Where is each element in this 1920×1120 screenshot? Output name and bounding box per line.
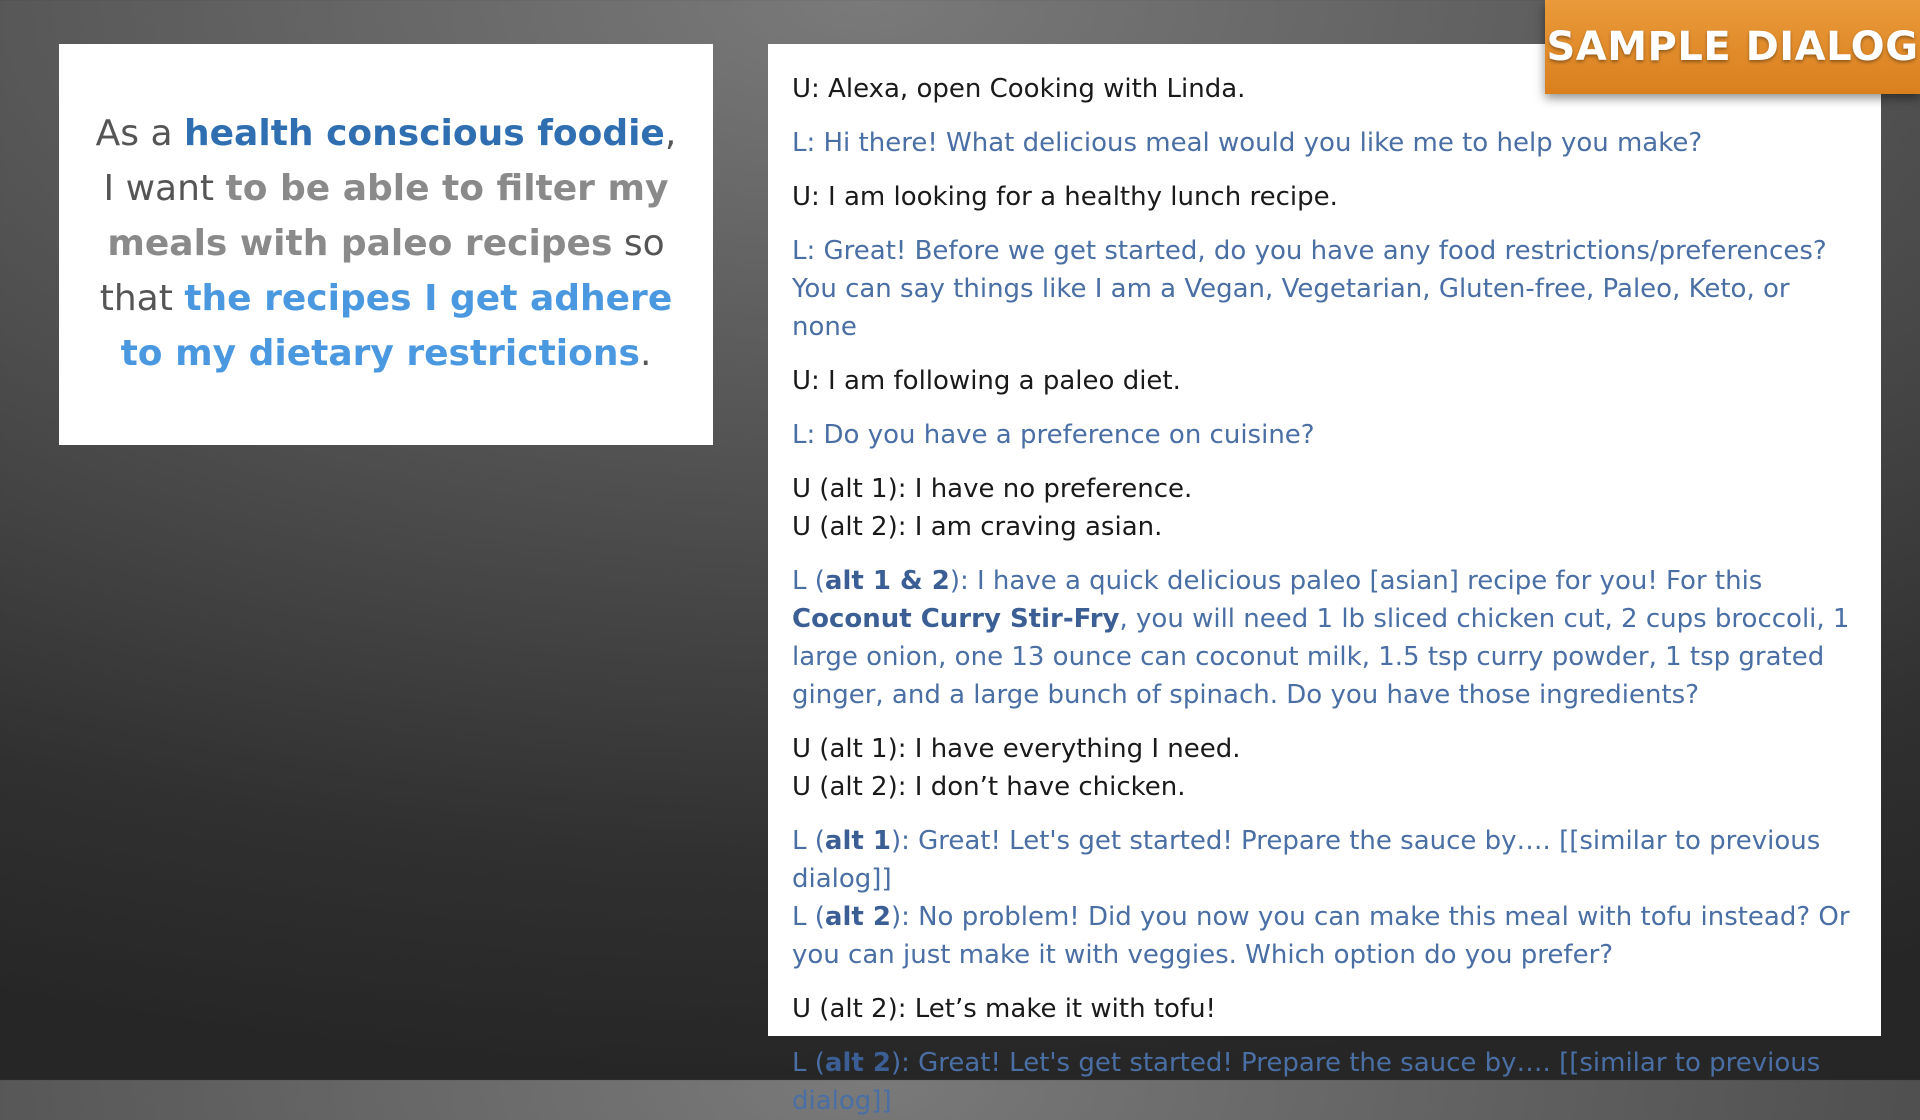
alt-label: alt 1: [824, 826, 891, 856]
dialog-turn-linda: L: Great! Before we get started, do you have any food restrictions/preferences? You can say things like I am a Vegan, Vegetarian, Gluten-free, Paleo, Keto, or none: [792, 236, 1827, 342]
recipe-name: Coconut Curry Stir-Fry: [792, 604, 1120, 634]
story-role: health conscious foodie: [184, 113, 665, 154]
dialog-text-part: ): Great! Let's get started! Prepare the sauce by…. [[similar to previous dialog]]: [792, 1048, 1821, 1116]
dialog-turn-user-alts: [792, 730, 1859, 806]
story-text-part: As a: [95, 113, 185, 154]
dialog-turn-linda-recipe: [792, 562, 1859, 714]
dialog-card: [768, 44, 1881, 1116]
dialog-turn-linda: L: Hi there! What delicious meal would you like me to help you make?: [792, 128, 1703, 158]
dialog-turn-linda-alts: [792, 822, 1859, 974]
dialog-turn-user: U: I am looking for a healthy lunch recipe.: [792, 182, 1338, 212]
dialog-text-part: L (: [792, 902, 825, 932]
dialog-turn-user-alts: [792, 470, 1859, 546]
story-text-part: .: [639, 333, 652, 374]
dialog-line: U (alt 1): I have everything I need.: [792, 734, 1241, 764]
alt-label: alt 1 & 2: [824, 566, 950, 596]
dialog-line: [792, 898, 1859, 974]
story-benefit: the recipes I get adhere to my dietary restrictions: [120, 278, 673, 374]
badge-label: SAMPLE DIALOG: [1546, 24, 1919, 70]
dialog-text-part: ): No problem! Did you now you can make this meal with tofu instead? Or you can just make it with veggies. Which option do you prefer?: [792, 902, 1850, 970]
story-goal: to be able to filter my meals with paleo recipes: [107, 168, 669, 264]
dialog-turn-linda: [792, 1044, 1859, 1120]
dialog-line: U (alt 1): I have no preference.: [792, 474, 1193, 504]
dialog-text-part: , you will need 1 lb sliced chicken cut, 2 cups broccoli, 1 large onion, one 13 ounce can coconut milk, 1.5 tsp curry powder, 1 tsp grated ginger, and a large bunch of spinach. Do you have those ingredients?: [792, 604, 1850, 710]
user-story-card: [59, 44, 713, 445]
user-story-text: [87, 106, 685, 381]
dialog-turn-linda: L: Do you have a preference on cuisine?: [792, 420, 1315, 450]
dialog-line: U (alt 2): I don’t have chicken.: [792, 772, 1186, 802]
dialog-line: [792, 822, 1859, 898]
dialog-text-part: L (: [792, 1048, 825, 1078]
dialog-turn-user: U (alt 2): Let’s make it with tofu!: [792, 994, 1216, 1024]
dialog-text-part: ): I have a quick delicious paleo [asian] recipe for you! For this: [949, 566, 1763, 596]
story-text-part: so that: [99, 223, 665, 319]
dialog-turn-user: U: Alexa, open Cooking with Linda.: [792, 74, 1246, 104]
alt-label: alt 2: [824, 902, 891, 932]
dialog-line: U (alt 2): I am craving asian.: [792, 512, 1163, 542]
dialog-text-part: ): Great! Let's get started! Prepare the sauce by…. [[similar to previous dialog]]: [792, 826, 1821, 894]
dialog-text-part: L (: [792, 566, 825, 596]
story-text-part: , I want: [103, 113, 677, 209]
dialog-text-part: L (: [792, 826, 825, 856]
sample-dialog-badge: [1545, 0, 1920, 94]
dialog-turn-user: U: I am following a paleo diet.: [792, 366, 1181, 396]
alt-label: alt 2: [824, 1048, 891, 1078]
